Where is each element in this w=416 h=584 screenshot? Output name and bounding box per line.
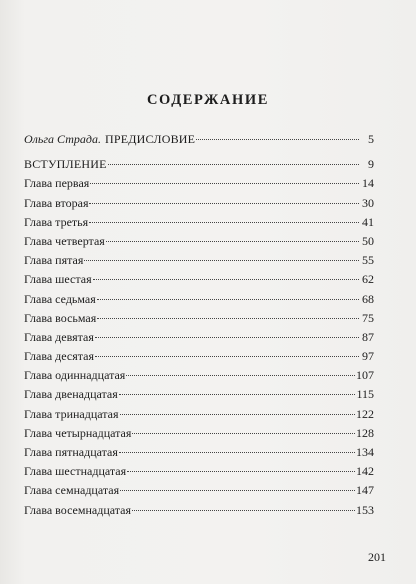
dot-leader xyxy=(97,318,359,319)
toc-entry-title: Глава тринадцатая xyxy=(24,406,119,421)
toc-entry-title: Глава одиннадцатая xyxy=(24,368,126,383)
dot-leader xyxy=(120,490,355,491)
toc-entry-chapter xyxy=(24,234,374,253)
dot-leader xyxy=(119,452,355,453)
toc-entry-page: 134 xyxy=(356,445,374,459)
toc-entry-title: Глава третья xyxy=(24,214,89,229)
page-title: СОДЕРЖАНИЕ xyxy=(146,92,270,108)
toc-entry-chapter xyxy=(24,387,374,406)
toc-entry-chapter xyxy=(24,330,374,349)
toc-entry-chapter xyxy=(24,311,374,330)
dot-leader xyxy=(132,510,355,511)
toc-entry-label xyxy=(24,132,195,147)
toc-entry-page: 107 xyxy=(356,368,374,383)
toc-entry-chapter xyxy=(24,464,374,483)
toc-entry-title: Глава двенадцатая xyxy=(24,387,118,402)
chapter-list xyxy=(24,176,374,521)
toc-entry-chapter xyxy=(24,349,374,368)
toc-entry-chapter xyxy=(24,503,374,522)
toc-entry-chapter xyxy=(24,215,374,234)
toc-entry-page: 147 xyxy=(356,483,374,498)
toc-entry-title: Глава первая xyxy=(24,176,90,191)
toc-entry-page: 75 xyxy=(362,310,374,325)
toc-entry-preface xyxy=(24,132,374,151)
dot-leader xyxy=(106,241,359,242)
dot-leader xyxy=(126,375,355,376)
dot-leader xyxy=(93,279,359,280)
toc-entry-author: Ольга Страда. xyxy=(24,132,101,146)
toc-entry-page: 153 xyxy=(356,502,374,517)
toc-entry-title: Глава восемнадцатая xyxy=(24,502,131,517)
toc-entry-page: 87 xyxy=(362,329,374,344)
dot-leader xyxy=(132,433,355,434)
bleed-through-text xyxy=(20,0,400,70)
toc-entry-page: 97 xyxy=(362,349,374,364)
toc-entry-title: Глава четырнадцатая xyxy=(24,425,132,440)
dot-leader xyxy=(127,471,355,472)
toc-entry-title: ПРЕДИСЛОВИЕ xyxy=(104,132,196,146)
dot-leader xyxy=(108,164,359,165)
toc-entry-chapter xyxy=(24,445,374,464)
dot-leader xyxy=(120,414,355,415)
toc-entry-chapter xyxy=(24,426,374,445)
toc-entry-title: Глава шестая xyxy=(24,272,92,287)
dot-leader xyxy=(119,394,356,395)
toc-entry-title: Глава четвертая xyxy=(24,233,105,248)
toc-entry-chapter xyxy=(24,253,374,272)
toc-entry-chapter xyxy=(24,368,374,387)
toc-entry-title: Глава пятая xyxy=(24,253,84,268)
dot-leader xyxy=(95,337,359,338)
toc-entry-title: ВСТУПЛЕНИЕ xyxy=(24,157,107,172)
toc-entry-page: 68 xyxy=(362,291,374,306)
toc-entry-page: 9 xyxy=(368,157,374,172)
toc-entry-intro xyxy=(24,157,374,176)
toc-entry-title: Глава десятая xyxy=(24,349,94,364)
toc-entry-page: 50 xyxy=(362,233,374,248)
dot-leader xyxy=(95,356,359,357)
toc-entry-title: Глава пятнадцатая xyxy=(24,445,118,459)
toc-entry-chapter xyxy=(24,407,374,426)
toc-entry-title: Глава семнадцатая xyxy=(24,483,120,498)
toc-entry-chapter xyxy=(24,176,374,195)
toc-entry-page: 142 xyxy=(356,464,374,479)
toc-entry-page: 122 xyxy=(356,406,374,421)
dot-leader xyxy=(196,139,359,140)
toc-entry-page: 62 xyxy=(362,272,374,287)
toc-entry-chapter xyxy=(24,196,374,215)
toc-entry-chapter xyxy=(24,292,374,311)
dot-leader xyxy=(97,299,359,300)
toc-entry-page: 30 xyxy=(362,195,374,210)
toc-entry-title: Глава шестнадцатая xyxy=(24,464,127,479)
toc-entry-page: 128 xyxy=(356,425,374,440)
dot-leader xyxy=(90,183,359,184)
page-number: 201 xyxy=(368,550,386,564)
toc-entry-title: Глава вторая xyxy=(24,195,89,210)
toc-entry-page: 5 xyxy=(368,132,374,146)
toc-entry-title: Глава седьмая xyxy=(24,291,96,306)
toc-entry-title: Глава девятая xyxy=(24,329,94,344)
table-of-contents xyxy=(24,132,374,522)
dot-leader xyxy=(89,203,359,204)
dot-leader xyxy=(84,260,359,261)
toc-entry-chapter xyxy=(24,483,374,502)
toc-entry-page: 55 xyxy=(362,253,374,268)
toc-entry-title: Глава восьмая xyxy=(24,310,97,325)
toc-entry-chapter xyxy=(24,272,374,291)
dot-leader xyxy=(89,222,359,223)
toc-entry-page: 115 xyxy=(356,387,374,402)
toc-entry-page: 41 xyxy=(362,214,374,229)
toc-entry-page: 14 xyxy=(362,176,374,191)
